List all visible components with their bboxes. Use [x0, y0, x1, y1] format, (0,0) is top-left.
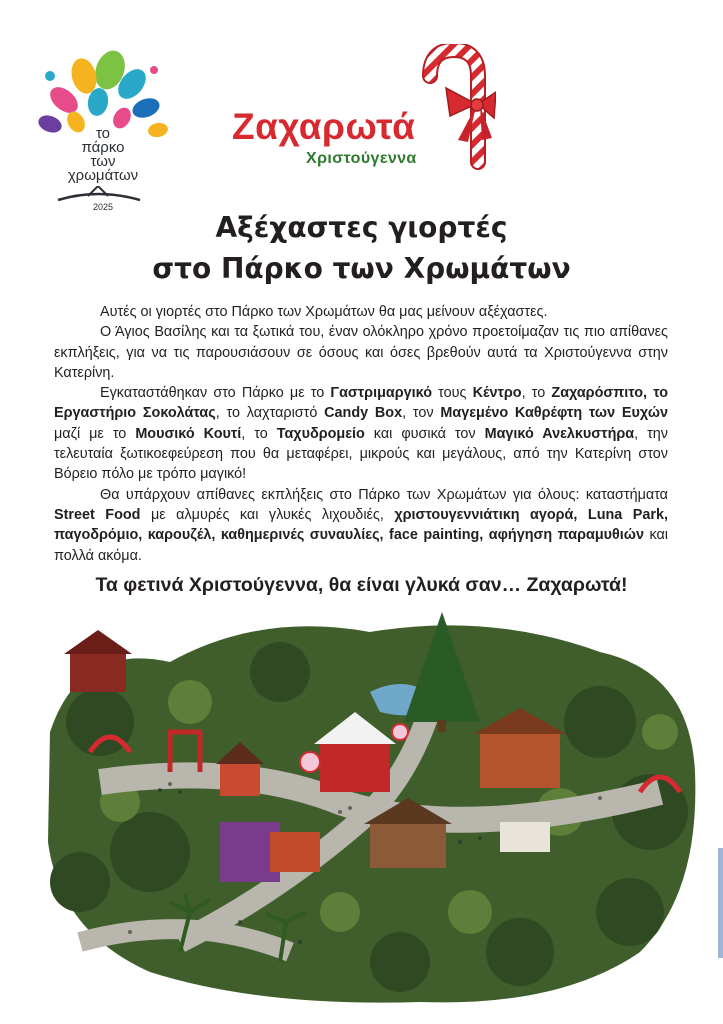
text-run: , το	[521, 385, 552, 402]
zacharota-brand-logo	[228, 44, 498, 184]
page-edge-mark	[718, 848, 723, 958]
paragraph-4	[54, 485, 668, 566]
highlight-candy-box: Candy Box	[324, 405, 403, 422]
text-run: Θα υπάρχουν απίθανες εκπλήξεις στο Πάρκο των Χρωμάτων για όλους: καταστήματα	[100, 486, 668, 503]
slogan: Τα φετινά Χριστούγεννα, θα είναι γλυκά σαν… Ζαχαρωτά!	[95, 574, 628, 596]
highlight-street-food: Street Food	[54, 506, 141, 523]
highlight-magic-elevator: Μαγικό Ανελκυστήρα	[484, 425, 635, 442]
logo-year: 2025	[92, 202, 114, 212]
brand-subtitle: Χριστούγεννα	[306, 150, 417, 167]
paragraph-2: Ο Άγιος Βασίλης και τα ξωτικά του, έναν ολόκληρο χρόνο προετοίμαζαν τις πιο απίθανες εκπλήξεις, για να τις παρουσιάσουν σε όσους και όσες βρεθούν αυτά τα Χριστούγεννα στην Κατερίνη.	[54, 324, 668, 381]
headline-line-2: στο Πάρκο των Χρωμάτων	[152, 252, 571, 285]
highlight-post-office: Ταχυδρομείο	[276, 425, 365, 442]
christmas-park-map-illustration	[40, 612, 700, 1007]
park-of-colours-logo	[28, 42, 178, 222]
highlight-gingerbread-house: Ζαχαρόσπιτο, το Εργαστήριο Σοκολάτας	[54, 385, 669, 422]
logo-text-line-2: πάρκο	[81, 139, 125, 156]
logo-text-line-4: χρωμάτων	[67, 167, 139, 184]
highlight-music-box: Μουσικό Κουτί	[135, 425, 242, 442]
logo-text-line-3: των	[90, 153, 116, 170]
text-run: , την τελευταία ξωτικοεφεύρεση που θα μεταφέρει, μικρούς και μεγάλους, από την Κατερίνη στον Βόρειο πόλο με τρόπο μαγικό!	[54, 425, 668, 483]
highlight-center: Κέντρο	[472, 385, 522, 402]
text-run: μαζί με το	[54, 425, 136, 442]
highlight-wish-mirror: Μαγεμένο Καθρέφτη των Ευχών	[440, 405, 668, 422]
logo-text-line-1: το	[95, 125, 111, 142]
text-run: , το λαχταριστό	[215, 405, 325, 422]
brand-title: Ζαχαρωτά	[232, 106, 416, 147]
text-run: και πολλά ακόμα.	[54, 527, 668, 564]
highlight-attractions: χριστουγεννιάτικη αγορά, Luna Park, παγοδρόμιο, καρουζέλ, καθημερινές συναυλίες, face painting, αφήγηση παραμυθιών	[54, 506, 668, 544]
article-body	[54, 302, 668, 566]
highlight-gastronomic: Γαστριμαργικό	[330, 385, 432, 402]
text-run: και φυσικά τον	[364, 425, 485, 442]
text-run: με αλμυρές και γλυκές λιχουδιές,	[140, 506, 395, 523]
paragraph-1: Αυτές οι γιορτές στο Πάρκο των Χρωμάτων θα μας μείνουν αξέχαστες.	[100, 304, 548, 320]
candy-cane-with-bow-icon	[416, 44, 496, 174]
text-run: τους	[431, 385, 473, 402]
paragraph-3	[54, 383, 668, 484]
text-run: , το	[241, 425, 277, 442]
text-run: , τον	[402, 405, 441, 422]
headline-line-1: Αξέχαστες γιορτές	[215, 211, 508, 244]
text-run: Εγκαταστάθηκαν στο Πάρκο με το	[100, 385, 331, 402]
